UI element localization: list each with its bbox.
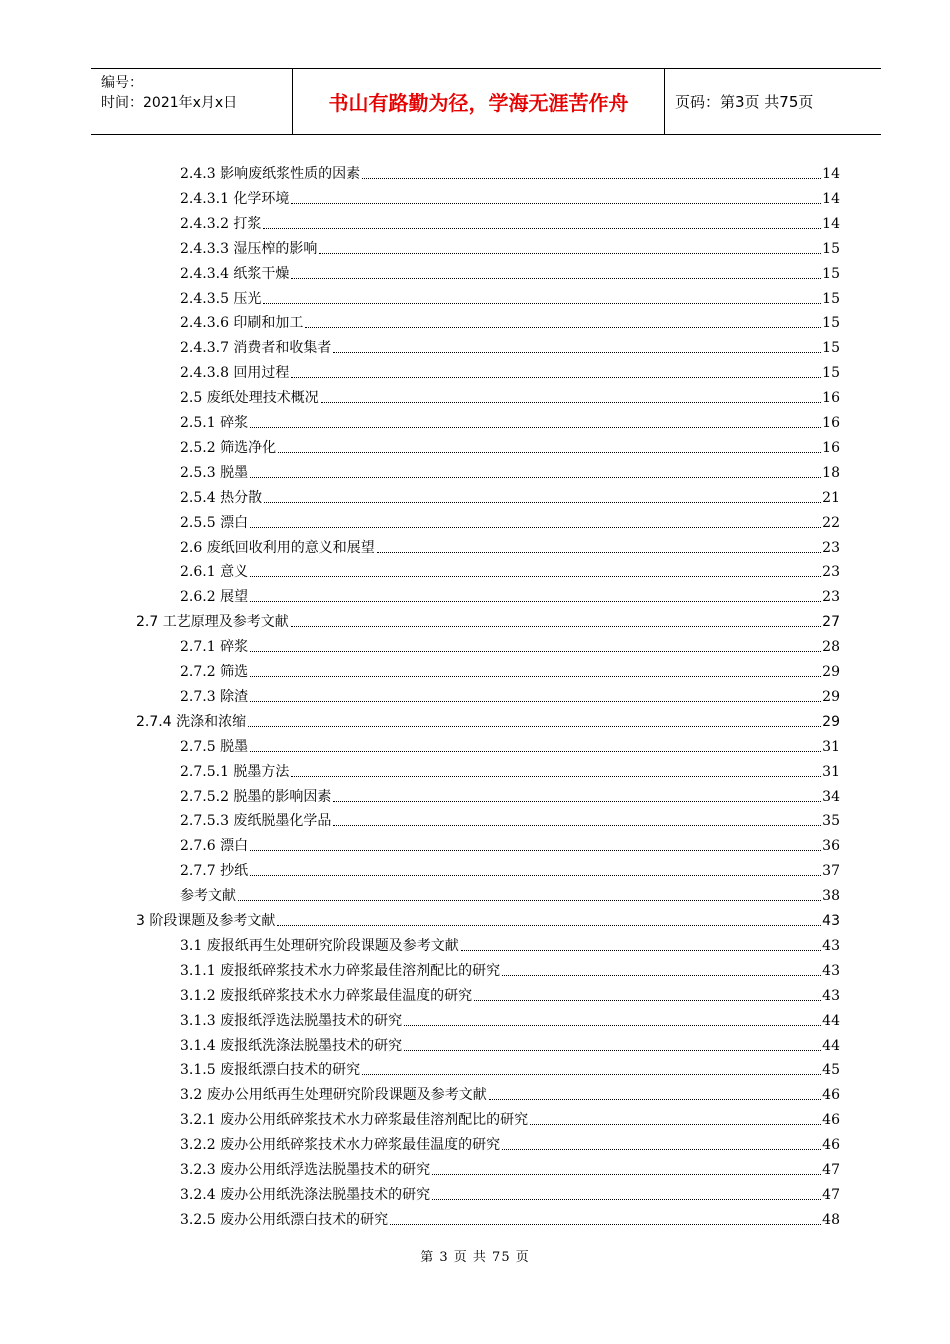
toc-entry-page: 47 bbox=[822, 1162, 840, 1178]
toc-entry-title: 2.6.2 展望 bbox=[180, 589, 249, 606]
toc-entry[interactable] bbox=[180, 1055, 840, 1079]
toc-dot-leader bbox=[250, 875, 821, 876]
toc-entry-title: 3.2 废办公用纸再生处理研究阶段课题及参考文献 bbox=[180, 1087, 487, 1104]
toc-entry-title: 2.4.3.1 化学环境 bbox=[180, 190, 290, 207]
toc-entry-page: 27 bbox=[822, 614, 840, 631]
toc-entry-title: 2.7.7 抄纸 bbox=[180, 863, 249, 880]
toc-entry[interactable] bbox=[180, 234, 840, 258]
toc-entry-page: 22 bbox=[822, 514, 840, 531]
toc-entry-page: 15 bbox=[822, 315, 840, 332]
toc-dot-leader bbox=[250, 751, 821, 752]
toc-entry-page: 38 bbox=[822, 888, 840, 905]
toc-entry-title: 3.1.4 废报纸洗涤法脱墨技术的研究 bbox=[180, 1037, 403, 1054]
toc-entry-page: 15 bbox=[822, 365, 840, 382]
toc-entry[interactable] bbox=[180, 732, 840, 756]
toc-entry-page: 37 bbox=[822, 863, 840, 880]
toc-entry-page: 15 bbox=[822, 340, 840, 357]
toc-entry-title: 2.5.3 脱墨 bbox=[180, 464, 249, 481]
toc-entry[interactable] bbox=[180, 533, 840, 557]
toc-dot-leader bbox=[291, 377, 821, 378]
toc-dot-leader bbox=[238, 900, 821, 901]
toc-entry-page: 23 bbox=[822, 539, 840, 556]
toc-entry-title: 3.2.4 废办公用纸洗涤法脱墨技术的研究 bbox=[180, 1186, 431, 1203]
toc-entry[interactable] bbox=[180, 433, 840, 457]
toc-entry-title: 3.1.5 废报纸漂白技术的研究 bbox=[180, 1062, 361, 1079]
document-time-label: 时间：2021年x月x日 bbox=[101, 95, 238, 111]
toc-entry-title: 3.2.5 废办公用纸漂白技术的研究 bbox=[180, 1211, 389, 1228]
toc-entry[interactable] bbox=[180, 582, 840, 606]
toc-entry-title: 3.2.2 废办公用纸碎浆技术水力碎浆最佳温度的研究 bbox=[180, 1137, 501, 1154]
toc-entry[interactable] bbox=[180, 806, 840, 830]
toc-entry[interactable] bbox=[180, 1155, 840, 1179]
toc-entry[interactable] bbox=[180, 159, 840, 183]
toc-entry-title: 2.7.3 除渣 bbox=[180, 688, 249, 705]
toc-dot-leader bbox=[248, 726, 821, 727]
toc-entry-title: 3.2.3 废办公用纸浮选法脱墨技术的研究 bbox=[180, 1162, 431, 1178]
toc-entry-page: 43 bbox=[822, 937, 840, 954]
toc-entry[interactable] bbox=[180, 1031, 840, 1055]
toc-dot-leader bbox=[404, 1025, 821, 1026]
toc-dot-leader bbox=[474, 1000, 821, 1001]
toc-dot-leader bbox=[502, 1149, 821, 1150]
toc-dot-leader bbox=[319, 253, 821, 254]
toc-entry-title: 3.1.3 废报纸浮选法脱墨技术的研究 bbox=[180, 1012, 403, 1029]
toc-entry[interactable] bbox=[180, 682, 840, 706]
toc-entry-title: 2.5.4 热分散 bbox=[180, 489, 263, 506]
toc-dot-leader bbox=[530, 1124, 821, 1125]
toc-entry-title: 2.4.3.8 回用过程 bbox=[180, 365, 290, 382]
toc-dot-leader bbox=[333, 352, 821, 353]
toc-dot-leader bbox=[250, 576, 821, 577]
toc-entry-title: 2.7 工艺原理及参考文献 bbox=[136, 614, 289, 631]
toc-dot-leader bbox=[502, 975, 821, 976]
toc-entry-page: 15 bbox=[822, 290, 840, 307]
toc-entry-page: 43 bbox=[822, 913, 840, 929]
page-header bbox=[91, 68, 881, 135]
toc-entry[interactable] bbox=[180, 981, 840, 1005]
toc-entry[interactable] bbox=[136, 607, 840, 631]
toc-entry[interactable] bbox=[180, 1006, 840, 1030]
toc-entry-title: 2.4.3.3 湿压榨的影响 bbox=[180, 240, 318, 257]
toc-dot-leader bbox=[333, 825, 821, 826]
toc-entry-title: 2.4.3.6 印刷和加工 bbox=[180, 315, 304, 332]
toc-dot-leader bbox=[250, 651, 821, 652]
toc-entry[interactable] bbox=[180, 458, 840, 482]
toc-dot-leader bbox=[377, 552, 821, 553]
toc-entry-page: 14 bbox=[822, 190, 840, 207]
toc-entry[interactable] bbox=[180, 259, 840, 283]
toc-dot-leader bbox=[404, 1050, 821, 1051]
toc-dot-leader bbox=[321, 402, 821, 403]
toc-entry-page: 46 bbox=[822, 1087, 840, 1104]
toc-entry-page: 15 bbox=[822, 240, 840, 257]
toc-entry-title: 3.1.1 废报纸碎浆技术水力碎浆最佳溶剂配比的研究 bbox=[180, 962, 501, 979]
document-number-label: 编号： bbox=[101, 75, 143, 91]
toc-entry-title: 2.5.5 漂白 bbox=[180, 514, 249, 531]
toc-entry-title: 2.7.1 碎浆 bbox=[180, 639, 249, 656]
toc-entry-page: 29 bbox=[822, 688, 840, 705]
toc-dot-leader bbox=[362, 1074, 821, 1075]
toc-entry-page: 44 bbox=[822, 1012, 840, 1029]
toc-entry-page: 29 bbox=[822, 713, 840, 730]
toc-entry-title: 参考文献 bbox=[180, 888, 236, 905]
toc-entry-title: 2.7.5.2 脱墨的影响因素 bbox=[180, 788, 332, 805]
toc-dot-leader bbox=[277, 925, 821, 926]
header-motto: 书山有路勤为径，学海无涯苦作舟 bbox=[293, 69, 665, 134]
toc-entry-page: 31 bbox=[822, 763, 840, 780]
toc-dot-leader bbox=[291, 776, 821, 777]
toc-entry-page: 43 bbox=[822, 987, 840, 1004]
toc-entry-page: 48 bbox=[822, 1211, 840, 1228]
page-footer: 第 3 页 共 75 页 bbox=[420, 1250, 530, 1265]
toc-entry-page: 23 bbox=[822, 564, 840, 581]
toc-entry[interactable] bbox=[180, 632, 840, 656]
toc-dot-leader bbox=[250, 701, 821, 702]
toc-entry-title: 2.4.3.2 打浆 bbox=[180, 215, 262, 232]
toc-entry[interactable] bbox=[180, 508, 840, 532]
toc-dot-leader bbox=[461, 950, 821, 951]
toc-entry-title: 3.2.1 废办公用纸碎浆技术水力碎浆最佳溶剂配比的研究 bbox=[180, 1112, 529, 1129]
toc-entry[interactable] bbox=[180, 184, 840, 208]
toc-entry-title: 2.7.4 洗涤和浓缩 bbox=[136, 713, 247, 730]
toc-entry-title: 2.6 废纸回收利用的意义和展望 bbox=[180, 539, 375, 556]
toc-entry-page: 34 bbox=[822, 788, 840, 805]
toc-entry-page: 44 bbox=[822, 1037, 840, 1054]
toc-entry-title: 2.7.5.1 脱墨方法 bbox=[180, 763, 290, 780]
toc-entry-title: 3 阶段课题及参考文献 bbox=[136, 913, 276, 929]
toc-entry-page: 46 bbox=[822, 1137, 840, 1154]
toc-dot-leader bbox=[263, 303, 821, 304]
toc-dot-leader bbox=[278, 452, 821, 453]
toc-dot-leader bbox=[291, 203, 821, 204]
toc-dot-leader bbox=[250, 676, 821, 677]
toc-dot-leader bbox=[250, 601, 821, 602]
toc-entry-page: 16 bbox=[822, 439, 840, 456]
toc-entry-title: 2.6.1 意义 bbox=[180, 564, 249, 581]
toc-entry[interactable] bbox=[180, 956, 840, 980]
toc-entry[interactable] bbox=[180, 557, 840, 581]
toc-entry-title: 2.4.3.7 消费者和收集者 bbox=[180, 340, 332, 357]
toc-dot-leader bbox=[291, 626, 821, 627]
toc-dot-leader bbox=[362, 178, 821, 179]
toc-entry-page: 46 bbox=[822, 1112, 840, 1129]
toc-entry[interactable] bbox=[136, 707, 840, 731]
toc-entry-title: 2.4.3 影响废纸浆性质的因素 bbox=[180, 166, 361, 182]
toc-entry[interactable] bbox=[180, 209, 840, 233]
toc-entry-title: 3.1 废报纸再生处理研究阶段课题及参考文献 bbox=[180, 937, 459, 954]
toc-entry[interactable] bbox=[180, 881, 840, 905]
toc-entry-title: 2.5.1 碎浆 bbox=[180, 415, 249, 431]
toc-entry[interactable] bbox=[180, 333, 840, 357]
header-page-info: 页码：第3页 共75页 bbox=[675, 93, 814, 111]
toc-dot-leader bbox=[250, 427, 821, 428]
toc-dot-leader bbox=[390, 1224, 821, 1225]
toc-dot-leader bbox=[250, 527, 821, 528]
toc-entry-page: 45 bbox=[822, 1062, 840, 1079]
toc-entry-title: 3.1.2 废报纸碎浆技术水力碎浆最佳温度的研究 bbox=[180, 987, 473, 1004]
toc-entry[interactable] bbox=[180, 483, 840, 507]
toc-entry-page: 14 bbox=[822, 166, 840, 182]
toc-dot-leader bbox=[250, 477, 821, 478]
header-meta bbox=[91, 69, 293, 134]
toc-entry[interactable] bbox=[180, 308, 840, 332]
toc-entry[interactable] bbox=[180, 757, 840, 781]
toc-entry[interactable] bbox=[180, 657, 840, 681]
toc-entry[interactable] bbox=[180, 1080, 840, 1104]
toc-entry-page: 23 bbox=[822, 589, 840, 606]
toc-entry-page: 43 bbox=[822, 962, 840, 979]
toc-entry-page: 35 bbox=[822, 813, 840, 830]
toc-entry-title: 2.5.2 筛选净化 bbox=[180, 439, 277, 456]
toc-entry-page: 29 bbox=[822, 664, 840, 680]
toc-entry-page: 28 bbox=[822, 639, 840, 656]
toc-entry[interactable] bbox=[180, 782, 840, 806]
toc-entry[interactable] bbox=[136, 906, 840, 930]
toc-dot-leader bbox=[489, 1099, 821, 1100]
toc-entry-page: 14 bbox=[822, 215, 840, 232]
toc-entry-page: 18 bbox=[822, 464, 840, 481]
toc-dot-leader bbox=[263, 228, 821, 229]
toc-entry-page: 36 bbox=[822, 838, 840, 855]
toc-entry-page: 15 bbox=[822, 265, 840, 282]
toc-entry-page: 16 bbox=[822, 415, 840, 431]
toc-dot-leader bbox=[305, 327, 821, 328]
toc-entry-page: 21 bbox=[822, 489, 840, 506]
toc-entry-title: 2.7.5.3 废纸脱墨化学品 bbox=[180, 813, 332, 830]
toc-entry-title: 2.7.2 筛选 bbox=[180, 664, 249, 680]
toc-entry[interactable] bbox=[180, 1205, 840, 1229]
toc-entry-page: 16 bbox=[822, 390, 840, 407]
toc-entry-title: 2.7.6 漂白 bbox=[180, 838, 249, 855]
toc-entry[interactable] bbox=[180, 856, 840, 880]
toc-dot-leader bbox=[291, 278, 821, 279]
toc-entry[interactable] bbox=[180, 284, 840, 308]
toc-entry[interactable] bbox=[180, 358, 840, 382]
toc-entry[interactable] bbox=[180, 1105, 840, 1129]
toc-entry-title: 2.4.3.4 纸浆干燥 bbox=[180, 265, 290, 282]
toc-entry-title: 2.7.5 脱墨 bbox=[180, 738, 249, 755]
toc-entry[interactable] bbox=[180, 383, 840, 407]
toc-dot-leader bbox=[432, 1174, 821, 1175]
toc-entry-title: 2.4.3.5 压光 bbox=[180, 290, 262, 307]
toc-dot-leader bbox=[333, 801, 821, 802]
toc-dot-leader bbox=[250, 850, 821, 851]
toc-entry-page: 47 bbox=[822, 1186, 840, 1203]
toc-entry-page: 31 bbox=[822, 738, 840, 755]
toc-dot-leader bbox=[264, 502, 821, 503]
toc-entry[interactable] bbox=[180, 408, 840, 432]
toc-entry[interactable] bbox=[180, 1180, 840, 1204]
toc-entry[interactable] bbox=[180, 1130, 840, 1154]
toc-dot-leader bbox=[432, 1199, 821, 1200]
toc-entry-title: 2.5 废纸处理技术概况 bbox=[180, 390, 319, 407]
toc-entry[interactable] bbox=[180, 831, 840, 855]
toc-entry[interactable] bbox=[180, 931, 840, 955]
